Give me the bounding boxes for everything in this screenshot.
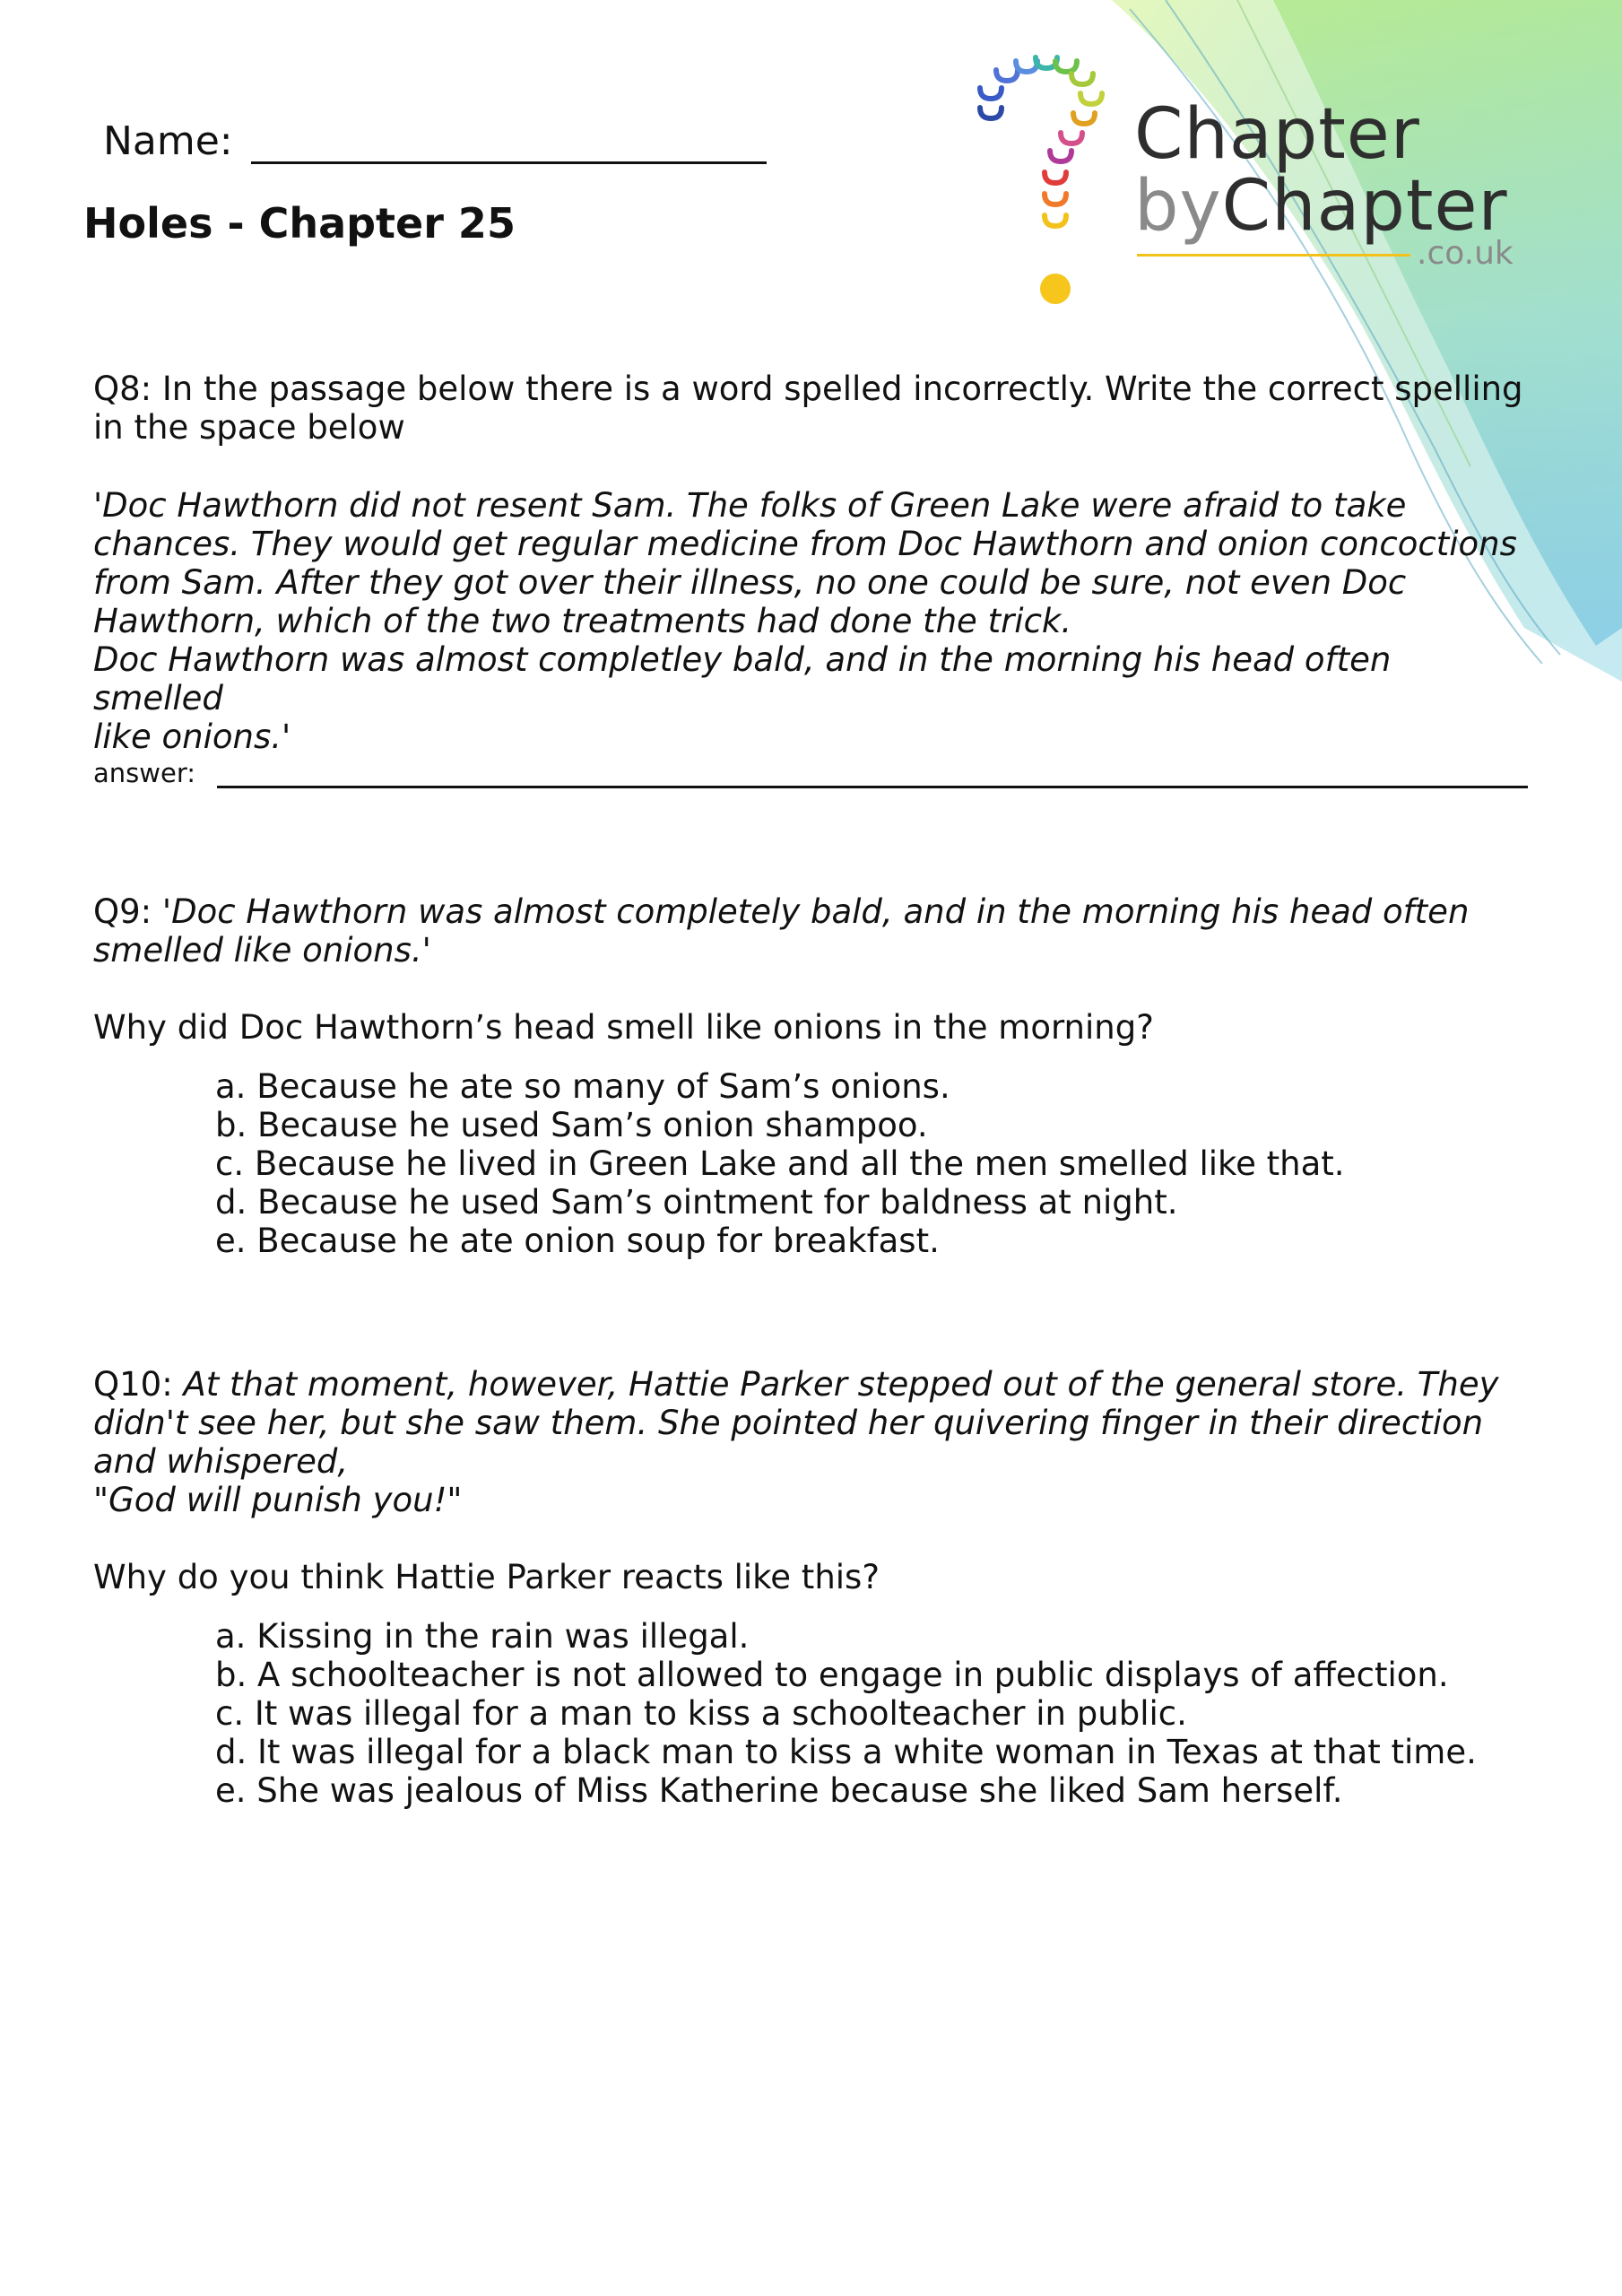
q9-quote	[93, 892, 1528, 970]
q9-option-e[interactable]: e. Because he ate onion soup for breakfast.	[215, 1222, 940, 1260]
q10-quote-text: At that moment, however, Hattie Parker stepped out of the general store. They	[183, 1365, 1499, 1404]
name-label: Name:	[103, 118, 233, 164]
q10-quote-line-1	[93, 1365, 1528, 1404]
q10-option-b[interactable]: b. A schoolteacher is not allowed to engage in public displays of affection.	[215, 1656, 1449, 1694]
q10-option-e[interactable]: e. She was jealous of Miss Katherine because she liked Sam herself.	[215, 1771, 1343, 1810]
q10-quote	[93, 1365, 1528, 1519]
q10-option-c[interactable]: c. It was illegal for a man to kiss a schoolteacher in public.	[215, 1694, 1187, 1733]
passage-line: like onions.'	[93, 718, 291, 756]
logo-wordmark-line1: Chapter	[1134, 94, 1420, 175]
q10-option-d[interactable]: d. It was illegal for a black man to kiss a white woman in Texas at that time.	[215, 1733, 1477, 1771]
q10-options	[215, 1617, 1515, 1810]
answer-label: answer:	[93, 758, 196, 788]
passage-line: chances. They would get regular medicine from Doc Hawthorn and onion concoctions	[93, 525, 1517, 563]
logo-by: by	[1134, 166, 1222, 247]
logo-underline	[1137, 254, 1410, 257]
q9-quote-line-1	[93, 892, 1528, 931]
q10-number: Q10:	[93, 1365, 173, 1404]
q9-option-b[interactable]: b. Because he used Sam’s onion shampoo.	[215, 1106, 928, 1144]
passage-line: 'Doc Hawthorn did not resent Sam. The folks of Green Lake were afraid to take	[93, 486, 1407, 525]
q8-prompt: Q8: In the passage below there is a word spelled incorrectly. Write the correct spelling in the space below	[93, 370, 1523, 447]
name-field[interactable]	[251, 122, 767, 164]
q9-quote-text: 'Doc Hawthorn was almost completely bald, and in the morning his head often	[161, 892, 1470, 931]
passage-line: Doc Hawthorn was almost completley bald, and in the morning his head often smelled	[93, 640, 1392, 718]
q10-quote-line-3: and whispered,	[93, 1442, 349, 1481]
q9-options	[215, 1067, 1515, 1260]
q10-quote-line-2: didn't see her, but she saw them. She pointed her quivering finger in their direction	[93, 1404, 1484, 1442]
q10-option-a[interactable]: a. Kissing in the rain was illegal.	[215, 1617, 750, 1656]
q8-answer-field[interactable]	[217, 761, 1528, 788]
logo-domain: .co.uk	[1417, 235, 1514, 272]
name-row	[103, 118, 767, 164]
passage-line: Hawthorn, which of the two treatments had done the trick.	[93, 602, 1072, 640]
q9-option-a[interactable]: a. Because he ate so many of Sam’s onions.	[215, 1067, 950, 1106]
q9-number: Q9:	[93, 892, 152, 931]
q9-option-d[interactable]: d. Because he used Sam’s ointment for baldness at night.	[215, 1183, 1178, 1222]
worksheet-title: Holes - Chapter 25	[83, 199, 516, 248]
q8-answer-row	[93, 758, 1528, 788]
logo-chapter: Chapter	[1221, 166, 1508, 247]
q10-quote-line-4: "God will punish you!"	[93, 1481, 463, 1519]
q8-passage	[93, 486, 1528, 756]
q9-option-c[interactable]: c. Because he lived in Green Lake and all the men smelled like that.	[215, 1144, 1345, 1183]
q10-question: Why do you think Hattie Parker reacts like this?	[93, 1558, 880, 1596]
passage-line: from Sam. After they got over their illness, no one could be sure, not even Doc	[93, 563, 1407, 602]
q9-quote-line-2: smelled like onions.'	[93, 931, 431, 970]
q9-question: Why did Doc Hawthorn’s head smell like onions in the morning?	[93, 1008, 1154, 1047]
